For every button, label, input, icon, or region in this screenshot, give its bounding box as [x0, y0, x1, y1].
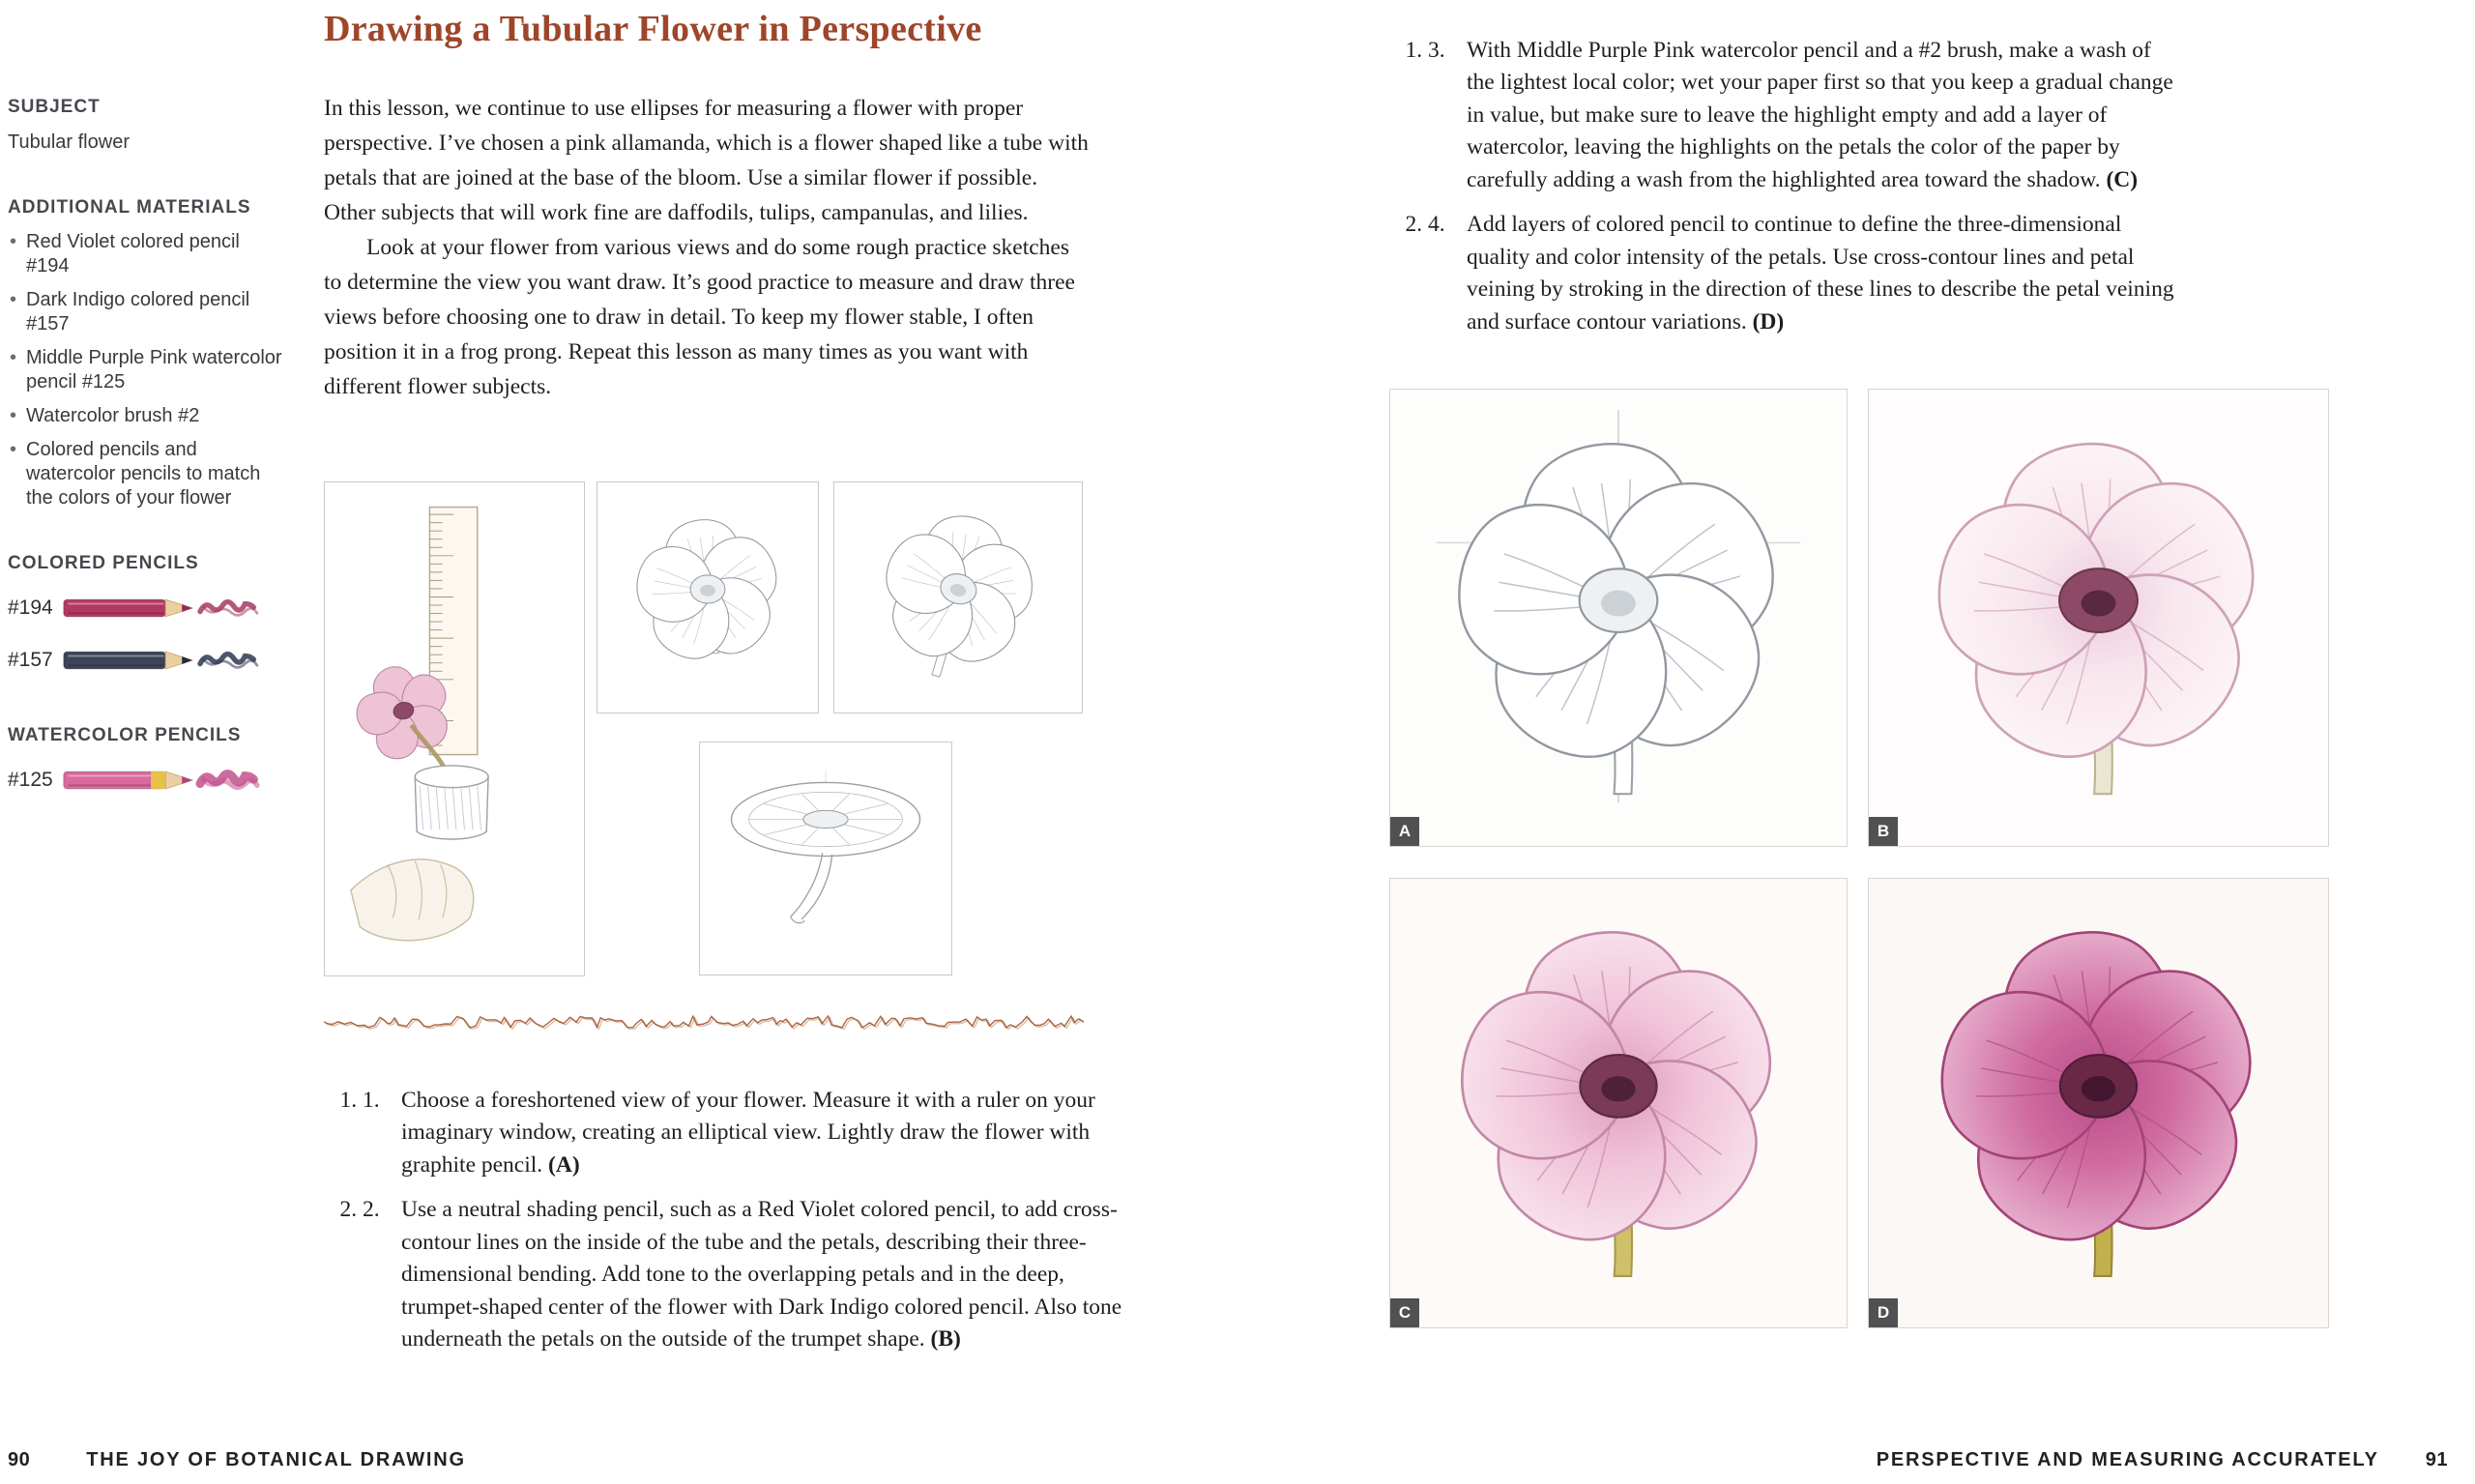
- ellipse-view-sketch-illustration: [706, 748, 946, 969]
- pencil-157-illustration: [62, 639, 265, 682]
- list-item: • Middle Purple Pink watercolor pencil #125: [8, 346, 286, 394]
- figure-reference: (C): [2106, 166, 2139, 192]
- figure-c: [1389, 878, 1848, 1328]
- flower-stage-b-illustration: [1880, 401, 2316, 834]
- step-3: [1428, 35, 2180, 197]
- intro-text: [324, 91, 1090, 404]
- figure-top-view-sketch: [597, 481, 819, 713]
- figure-a: [1389, 389, 1848, 847]
- footer-right: [1877, 1449, 2448, 1471]
- figure-reference: (B): [930, 1326, 961, 1352]
- flower-stage-c-illustration: [1402, 890, 1835, 1316]
- side-view-sketch-illustration: [840, 488, 1076, 707]
- step-text: Use a neutral shading pencil, such as a Red Violet colored pencil, to add cross-contour lines on the inside of the tube and the petals, describing their three-dimensional bending. Add tone to the overlapping petals and in the deep, trumpet-shaped center of the flower with Dark Indigo colored pencil. Also tone underneath the petals on the outside of the trumpet shape.: [401, 1197, 1122, 1352]
- step-number: 2. 4.: [1428, 212, 1445, 237]
- book-title: THE JOY OF BOTANICAL DRAWING: [86, 1449, 466, 1470]
- sidebar: [8, 97, 286, 810]
- step-number: 1. 1.: [363, 1087, 380, 1113]
- watercolor-pencils-heading: WATERCOLOR PENCILS: [8, 725, 242, 745]
- pencil-125-label: #125: [8, 769, 53, 791]
- step-number: 1. 3.: [1428, 37, 1445, 63]
- step-number: 2. 2.: [363, 1197, 380, 1222]
- figure-reference: (A): [548, 1151, 580, 1178]
- footer-left: [8, 1449, 466, 1471]
- step-2: [363, 1194, 1134, 1356]
- pencil-194-label: #194: [8, 597, 53, 619]
- ruler-flower-sketch-illustration: [331, 488, 578, 970]
- figure-side-view-sketch: [833, 481, 1083, 713]
- figure-a-label: A: [1390, 817, 1419, 846]
- figure-ruler-sketch: [324, 481, 585, 976]
- pencil-row-125: [8, 758, 286, 802]
- pencil-157-label: #157: [8, 649, 53, 671]
- steps-3-4: [1389, 35, 2180, 352]
- chapter-title: PERSPECTIVE AND MEASURING ACCURATELY: [1876, 1449, 2379, 1470]
- flower-stage-d-illustration: [1880, 890, 2316, 1316]
- figure-d: [1868, 878, 2329, 1328]
- step-text: With Middle Purple Pink watercolor pencil and a #2 brush, make a wash of the lightest local color; wet your paper first so that you keep a gradual change in value, but make sure to leave the highlight empty and add a layer of watercolor, leaving the highlights on the petals the color of the paper by carefully adding a wash from the highlighted area toward the shadow.: [1467, 37, 2173, 192]
- figure-reference: (D): [1752, 308, 1785, 335]
- figure-b-label: B: [1869, 817, 1898, 846]
- pencil-194-illustration: [62, 587, 265, 629]
- figure-ellipse-view-sketch: [699, 742, 952, 975]
- step-4: [1428, 209, 2180, 338]
- pencil-row-157: [8, 638, 286, 683]
- step-text: Choose a foreshortened view of your flower. Measure it with a ruler on your imaginary window, creating an elliptical view. Lightly draw the flower with graphite pencil.: [401, 1087, 1095, 1178]
- subject-value: Tubular flower: [8, 131, 130, 153]
- pencil-row-194: [8, 586, 286, 630]
- top-view-sketch-illustration: [603, 488, 812, 707]
- materials-list: [8, 230, 286, 510]
- scribble-divider: [324, 1013, 1084, 1031]
- list-item: • Watercolor brush #2: [8, 404, 286, 428]
- pencil-125-illustration: [62, 759, 265, 801]
- step-1: [363, 1085, 1134, 1182]
- flower-stage-a-illustration: [1402, 401, 1835, 834]
- figure-c-label: C: [1390, 1298, 1419, 1327]
- list-item: • Colored pencils and watercolor pencils to match the colors of your flower: [8, 438, 286, 510]
- page-title: Drawing a Tubular Flower in Perspective: [324, 9, 982, 49]
- list-item: • Dark Indigo colored pencil #157: [8, 288, 286, 336]
- subject-heading: SUBJECT: [8, 97, 101, 117]
- list-item: • Red Violet colored pencil #194: [8, 230, 286, 278]
- colored-pencils-heading: COLORED PENCILS: [8, 553, 199, 573]
- figure-d-label: D: [1869, 1298, 1898, 1327]
- paragraph: Look at your flower from various views and do some rough practice sketches to determine the view you want draw. It’s good practice to measure and draw three views before choosing one to draw in detail. To keep my flower stable, I often position it in a frog prong. Repeat this lesson as many times as you want with different flower subjects.: [324, 235, 1075, 399]
- paragraph: In this lesson, we continue to use ellipses for measuring a flower with proper perspective. I’ve chosen a pink allamanda, which is a flower shaped like a tube with petals that are joined at the base of the bloom. Use a similar flower if possible. Other subjects that will work fine are daffodils, tulips, campanulas, and lilies.: [324, 96, 1089, 225]
- materials-heading: ADDITIONAL MATERIALS: [8, 197, 251, 218]
- figure-b: [1868, 389, 2329, 847]
- page-number-right: 91: [2425, 1449, 2448, 1470]
- steps-1-2: [324, 1085, 1134, 1369]
- page-number-left: 90: [8, 1449, 31, 1470]
- step-text: Add layers of colored pencil to continue to define the three-dimensional quality and color intensity of the petals. Use cross-contour lines and petal veining by stroking in the direction of these lines to describe the petal veining and surface contour variations.: [1467, 212, 2174, 335]
